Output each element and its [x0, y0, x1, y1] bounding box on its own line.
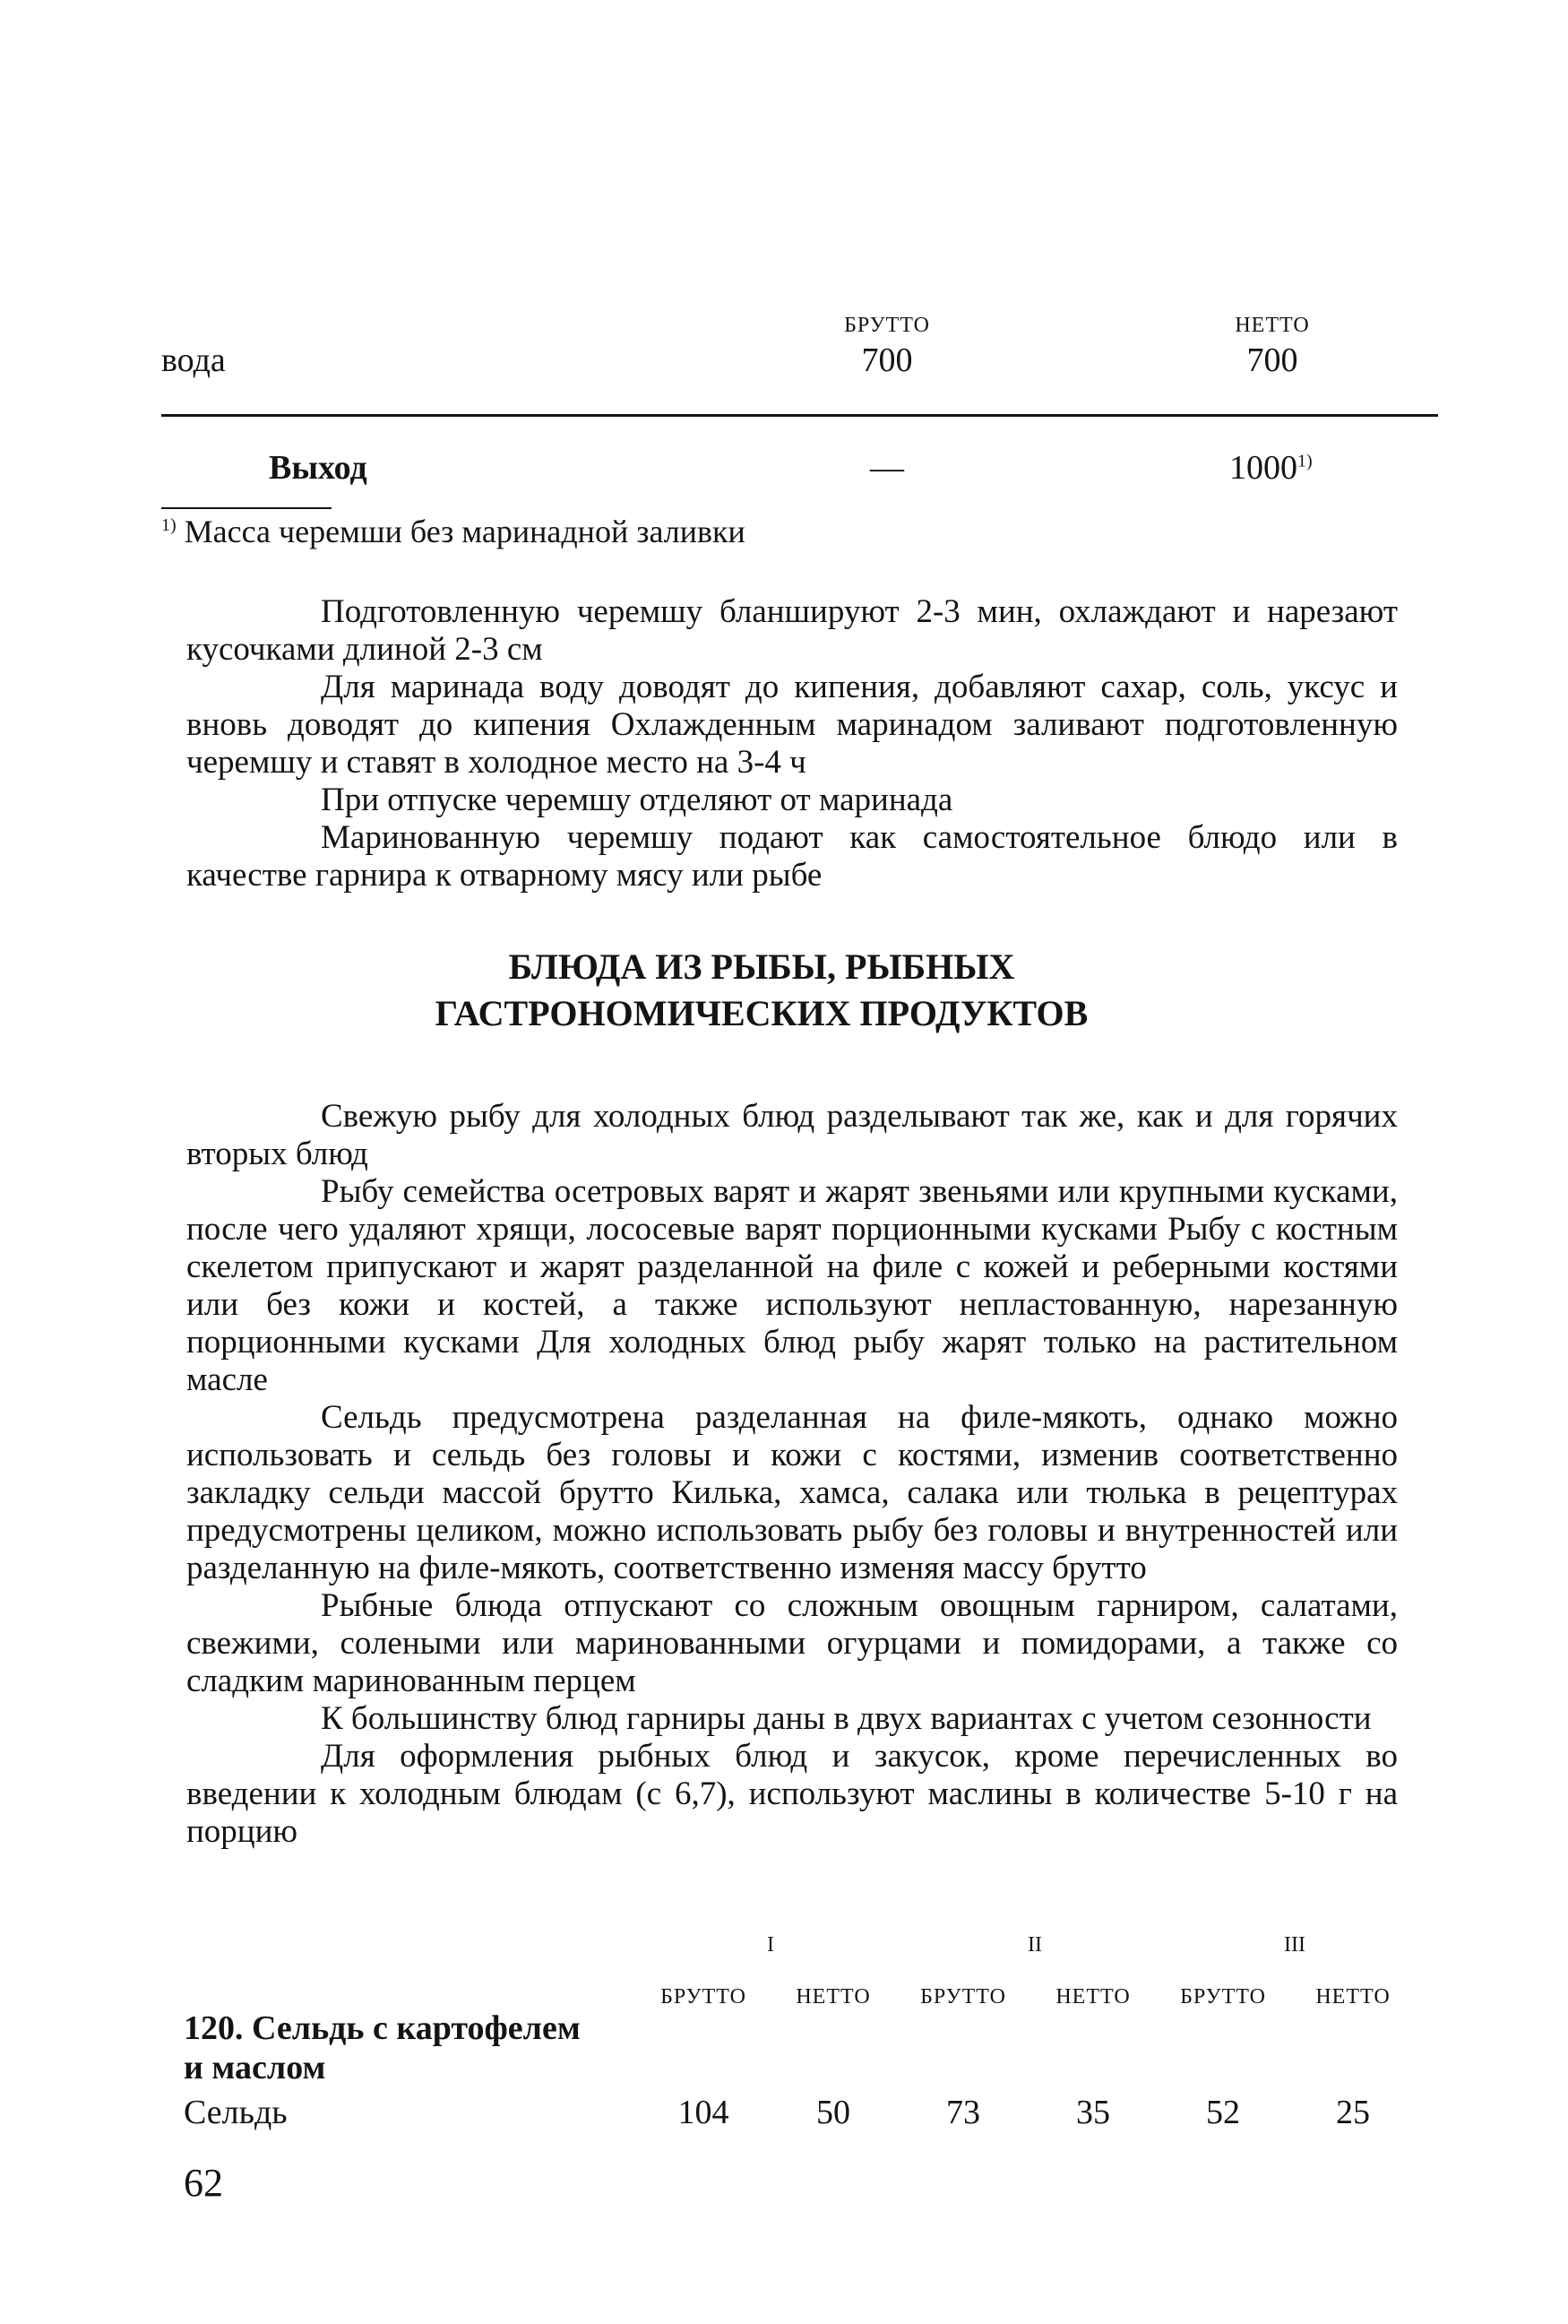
col-header-brutto: БРУТТО	[1180, 1985, 1266, 2009]
row-label-water: вода	[161, 341, 226, 379]
col-header-netto: НЕТТО	[1235, 314, 1310, 337]
recipe-title-line: и маслом	[184, 2049, 326, 2086]
paragraph: Подготовленную черемшу бланшируют 2-3 мин, охлаждают и нарезают кусочками длиной 2-3 см	[186, 593, 1398, 668]
paragraph: Рыбу семейства осетровых варят и жарят звеньями или крупными кусками, после чего удаляют хрящи, лососевые варят порционными кусками Рыбу с костным скелетом припускают и жарят разделанной на филе с кожей и реберными костями или без кожи и костей, а также используют непластованную, нарезанную порционными кусками Для холодных блюд рыбу жарят только на растительном масле	[186, 1173, 1398, 1398]
col-header-brutto: БРУТТО	[920, 1985, 1006, 2009]
recipe-title	[184, 2009, 581, 2087]
herring-value: 104	[677, 2094, 729, 2131]
paragraph: Для оформления рыбных блюд и закусок, кроме перечисленных во введении к холодным блюдам (с 6,7), используют маслины в количестве 5-10 г на порцию	[186, 1738, 1398, 1850]
paragraph: Для маринада воду доводят до кипения, добавляют сахар, соль, уксус и вновь доводят до кипения Охлажденным маринадом заливают подготовленную черемшу и ставят в холодное место на 3-4 ч	[186, 669, 1398, 781]
output-label: Выход	[269, 449, 367, 487]
section-heading-line: ГАСТРОНОМИЧЕСКИХ ПРОДУКТОВ	[435, 993, 1089, 1033]
water-brutto: 700	[861, 341, 913, 379]
recipe-title-line: 120. Сельдь с картофелем	[184, 2009, 581, 2047]
section-heading-line: БЛЮДА ИЗ РЫБЫ, РЫБНЫХ	[508, 946, 1015, 987]
col-header-brutto: БРУТТО	[660, 1985, 746, 2009]
section-heading	[269, 944, 1254, 1037]
herring-value: 25	[1336, 2094, 1370, 2131]
herring-value: 50	[816, 2094, 850, 2131]
output-note-mark: 1)	[1297, 451, 1313, 471]
col-header-netto: НЕТТО	[1055, 1985, 1131, 2009]
section-text	[186, 1098, 1398, 1851]
variant-header: III	[1284, 1933, 1305, 1957]
herring-value: 52	[1206, 2094, 1240, 2131]
herring-value: 35	[1076, 2094, 1110, 2131]
herring-value: 73	[946, 2094, 980, 2131]
col-header-brutto: БРУТТО	[844, 314, 930, 337]
col-header-netto: НЕТТО	[1315, 1985, 1391, 2009]
page-number: 62	[184, 2161, 223, 2205]
variant-header: II	[1028, 1933, 1042, 1957]
footnote-text: Масса черемши без маринадной заливки	[184, 514, 745, 549]
col-header-netto: НЕТТО	[796, 1985, 871, 2009]
paragraph: К большинству блюд гарниры даны в двух вариантах с учетом сезонности	[321, 1700, 1372, 1737]
paragraph: Сельдь предусмотрена разделанная на филе-мякоть, однако можно использовать и сельдь без головы и кожи с костями, изменив соответственно закладку сельди массой брутто Килька, хамса, салака или тюлька в рецептурах предусмотрены целиком, можно использовать рыбу без головы и внутренностей или разделанную на филе-мякоть, соответственно изменяя массу брутто	[186, 1399, 1398, 1586]
paragraph: При отпуске черемшу отделяют от маринада	[321, 782, 953, 818]
output-brutto: —	[870, 449, 904, 487]
footnote-rule	[161, 507, 332, 509]
variant-header: I	[767, 1933, 774, 1957]
paragraph: Рыбные блюда отпускают со сложным овощным гарниром, салатами, свежими, солеными или маринованными огурцами и помидорами, а также со сладким маринованным перцем	[186, 1587, 1398, 1699]
output-netto: 1000$^{1)}$	[1229, 449, 1313, 487]
paragraph: Маринованную черемшу подают как самостоятельное блюдо или в качестве гарнира к отварному мясу или рыбе	[186, 819, 1398, 894]
recipe-text	[186, 593, 1398, 894]
footnote	[161, 513, 745, 550]
paragraph: Свежую рыбу для холодных блюд разделывают так же, как и для горячих вторых блюд	[186, 1098, 1398, 1172]
footnote-mark: 1)	[161, 515, 177, 535]
row-label-herring: Сельдь	[184, 2094, 288, 2131]
table-rule	[161, 414, 1438, 417]
water-netto: 700	[1246, 341, 1298, 379]
